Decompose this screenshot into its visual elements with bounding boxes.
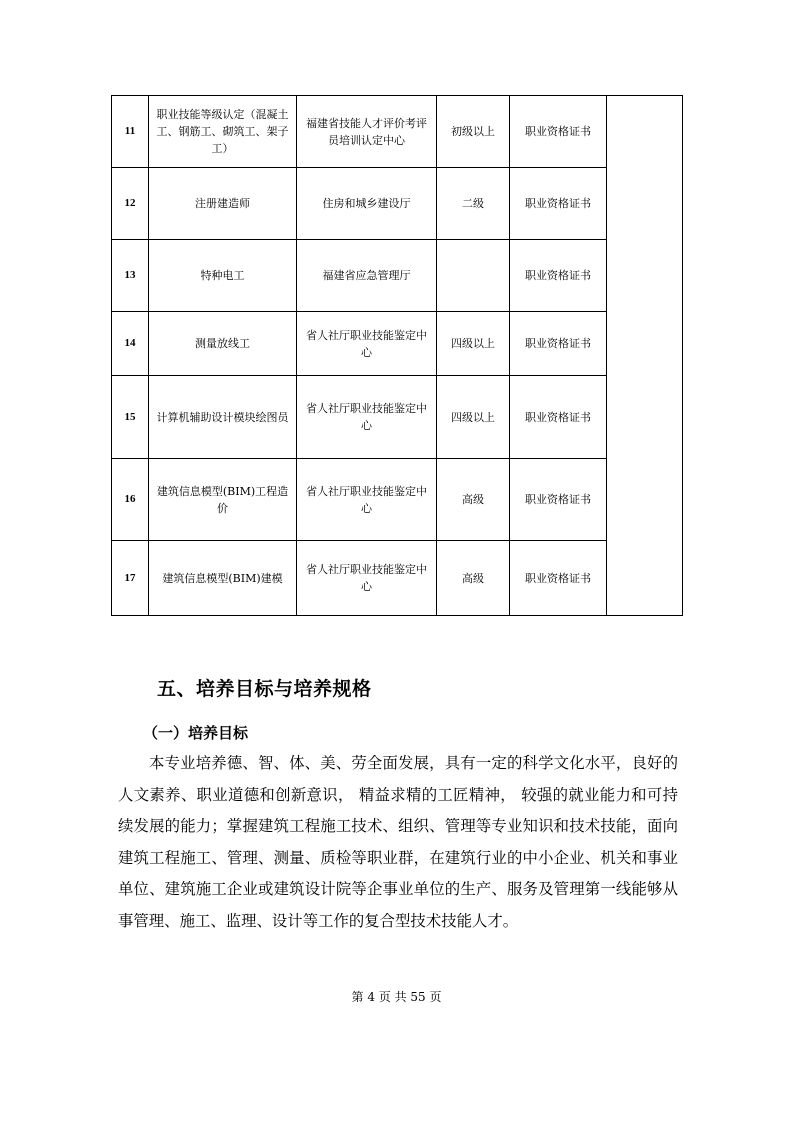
row-number: 16 [112, 459, 149, 541]
certificate-table [111, 95, 683, 616]
table-row [112, 376, 683, 459]
issuing-organization: 福建省应急管理厅 [297, 240, 437, 312]
issuing-organization: 省人社厅职业技能鉴定中心 [297, 312, 437, 376]
certificate-name: 特种电工 [149, 240, 297, 312]
row-number: 12 [112, 168, 149, 240]
row-number: 14 [112, 312, 149, 376]
issuing-organization: 省人社厅职业技能鉴定中心 [297, 376, 437, 459]
certificate-name: 职业技能等级认定（混凝土工、钢筋工、砌筑工、架子工） [149, 96, 297, 168]
certificate-level: 高级 [437, 541, 510, 616]
certificate-name: 计算机辅助设计模块绘图员 [149, 376, 297, 459]
certificate-type: 职业资格证书 [510, 541, 607, 616]
certificate-type: 职业资格证书 [510, 459, 607, 541]
certificate-name: 建筑信息模型(BIM)建模 [149, 541, 297, 616]
merged-empty-cell [607, 96, 683, 616]
certificate-type: 职业资格证书 [510, 240, 607, 312]
certificate-type: 职业资格证书 [510, 168, 607, 240]
issuing-organization: 住房和城乡建设厅 [297, 168, 437, 240]
row-number: 17 [112, 541, 149, 616]
certificate-level: 初级以上 [437, 96, 510, 168]
table-row [112, 96, 683, 168]
issuing-organization: 省人社厅职业技能鉴定中心 [297, 541, 437, 616]
certificate-type: 职业资格证书 [510, 96, 607, 168]
page-footer: 第 4 页 共 55 页 [351, 990, 442, 1004]
certificate-name: 注册建造师 [149, 168, 297, 240]
certificate-level: 高级 [437, 459, 510, 541]
body-paragraph: 本专业培养德、智、体、美、劳全面发展，具有一定的科学文化水平，良好的人文素养、职业道德和创新意识， 精益求精的工匠精神， 较强的就业能力和可持续发展的能力；掌握建筑工程施工技术、组织、管理等专业知识和技术技能，面向建筑工程施工、管理、测量、质检等职业群，在建筑行业的中小企业、机关和事业单位、建筑施工企业或建筑设计院等企事业单位的生产、服务及管理第一线能够从事管理、施工、监理、设计等工作的复合型技术技能人才。 [118, 754, 678, 930]
issuing-organization: 福建省技能人才评价考评员培训认定中心 [297, 96, 437, 168]
table-row [112, 312, 683, 376]
row-number: 13 [112, 240, 149, 312]
certificate-name: 测量放线工 [149, 312, 297, 376]
table-row [112, 459, 683, 541]
table-row [112, 168, 683, 240]
certificate-level: 四级以上 [437, 312, 510, 376]
certificate-level: 四级以上 [437, 376, 510, 459]
certificate-level: 二级 [437, 168, 510, 240]
subsection-heading: （一）培养目标 [143, 724, 249, 742]
section-heading: 五、培养目标与培养规格 [157, 678, 372, 700]
certificate-name: 建筑信息模型(BIM)工程造价 [149, 459, 297, 541]
table-row [112, 240, 683, 312]
row-number: 15 [112, 376, 149, 459]
table-row [112, 541, 683, 616]
certificate-type: 职业资格证书 [510, 312, 607, 376]
issuing-organization: 省人社厅职业技能鉴定中心 [297, 459, 437, 541]
row-number: 11 [112, 96, 149, 168]
certificate-level [437, 240, 510, 312]
certificate-type: 职业资格证书 [510, 376, 607, 459]
